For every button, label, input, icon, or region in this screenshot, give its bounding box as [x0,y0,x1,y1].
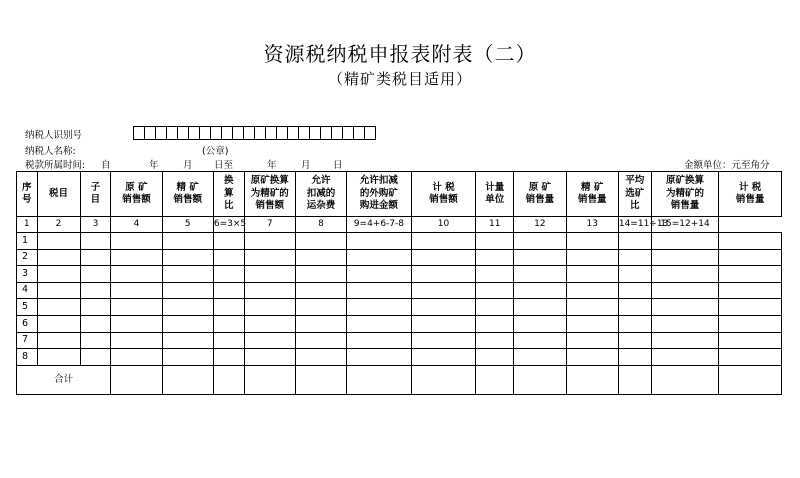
column-number-cell: 6=3×5 [213,217,244,233]
column-header: 平均 选矿 比 [618,172,651,217]
column-number-cell: 4 [111,217,162,233]
column-header: 允许扣减 的外购矿 购进金额 [347,172,412,217]
total-input-cell[interactable] [476,365,514,394]
taxpayer-id-digit-box[interactable] [167,126,178,140]
total-input-cell[interactable] [213,365,244,394]
row-number: 1 [17,233,38,250]
column-number-cell: 2 [37,217,80,233]
taxpayer-id-digit-box[interactable] [354,126,365,140]
column-header: 序 号 [17,172,38,217]
input-cell[interactable] [244,266,295,283]
input-cell[interactable] [111,332,162,349]
input-cell[interactable] [37,299,80,316]
input-cell[interactable] [162,332,213,349]
input-cell[interactable] [347,233,412,250]
column-number-cell: 12 [514,217,566,233]
column-number-cell: 1 [17,217,38,233]
total-input-cell[interactable] [411,365,476,394]
input-cell[interactable] [411,266,476,283]
input-cell[interactable] [80,349,111,366]
input-cell[interactable] [347,299,412,316]
column-header: 计 税 销售量 [719,172,782,217]
input-cell[interactable] [213,282,244,299]
table-row [17,315,782,332]
table-row [17,299,782,316]
total-input-cell[interactable] [162,365,213,394]
input-cell[interactable] [295,282,346,299]
taxpayer-id-digit-box[interactable] [310,126,321,140]
input-cell[interactable] [476,315,514,332]
input-cell[interactable] [295,349,346,366]
input-cell[interactable] [347,282,412,299]
taxpayer-id-digit-box[interactable] [343,126,354,140]
input-cell[interactable] [618,233,651,250]
column-header: 精 矿 销售量 [566,172,618,217]
input-cell[interactable] [347,249,412,266]
input-cell[interactable] [566,332,618,349]
taxpayer-id-input-boxes[interactable] [133,126,376,140]
input-cell[interactable] [514,266,566,283]
input-cell[interactable] [347,349,412,366]
column-header: 计 税 销售额 [411,172,476,217]
column-header: 允许 扣减的 运杂费 [295,172,346,217]
input-cell[interactable] [162,299,213,316]
input-cell[interactable] [566,349,618,366]
row-number: 5 [17,299,38,316]
input-cell[interactable] [111,282,162,299]
input-cell[interactable] [411,233,476,250]
input-cell[interactable] [566,233,618,250]
total-label: 合计 [17,365,111,394]
input-cell[interactable] [80,315,111,332]
input-cell[interactable] [618,282,651,299]
column-number-cell: 13 [566,217,618,233]
column-header: 原 矿 销售量 [514,172,566,217]
form-title: 资源税纳税申报表附表（二） [263,42,537,66]
input-cell[interactable] [618,315,651,332]
input-cell[interactable] [618,266,651,283]
input-cell[interactable] [566,299,618,316]
input-cell[interactable] [476,233,514,250]
input-cell[interactable] [80,282,111,299]
column-number-cell: 10 [411,217,476,233]
taxpayer-id-digit-box[interactable] [255,126,266,140]
input-cell[interactable] [618,332,651,349]
input-cell[interactable] [244,233,295,250]
input-cell[interactable] [37,249,80,266]
total-input-cell[interactable] [244,365,295,394]
taxpayer-id-digit-box[interactable] [222,126,233,140]
amount-unit-label: 金额单位：元至角分 [684,160,770,171]
taxpayer-id-digit-box[interactable] [299,126,310,140]
row-number: 4 [17,282,38,299]
input-cell[interactable] [618,349,651,366]
input-cell[interactable] [566,249,618,266]
input-cell[interactable] [411,349,476,366]
taxpayer-id-digit-box[interactable] [321,126,332,140]
input-cell[interactable] [244,282,295,299]
taxpayer-id-digit-box[interactable] [189,126,200,140]
input-cell[interactable] [719,266,782,283]
input-cell[interactable] [111,233,162,250]
taxpayer-id-label: 纳税人识别号 [25,130,83,141]
form-subtitle: （精矿类税目适用） [327,70,472,88]
input-cell[interactable] [80,299,111,316]
input-cell[interactable] [213,249,244,266]
input-cell[interactable] [651,266,719,283]
total-input-cell[interactable] [514,365,566,394]
input-cell[interactable] [111,299,162,316]
row-number: 6 [17,315,38,332]
input-cell[interactable] [213,332,244,349]
input-cell[interactable] [347,266,412,283]
input-cell[interactable] [476,332,514,349]
input-cell[interactable] [244,332,295,349]
table-row [17,266,782,283]
taxpayer-id-digit-box[interactable] [365,126,376,140]
input-cell[interactable] [651,349,719,366]
input-cell[interactable] [295,266,346,283]
column-header: 税目 [37,172,80,217]
input-cell[interactable] [295,299,346,316]
input-cell[interactable] [476,349,514,366]
input-cell[interactable] [244,315,295,332]
column-header: 换 算 比 [213,172,244,217]
input-cell[interactable] [651,282,719,299]
input-cell[interactable] [476,266,514,283]
total-input-cell[interactable] [651,365,719,394]
column-number-row [17,217,782,233]
taxpayer-id-digit-box[interactable] [156,126,167,140]
input-cell[interactable] [213,233,244,250]
input-cell[interactable] [566,315,618,332]
input-cell[interactable] [514,315,566,332]
taxpayer-id-digit-box[interactable] [211,126,222,140]
input-cell[interactable] [719,249,782,266]
total-input-cell[interactable] [719,365,782,394]
input-cell[interactable] [162,349,213,366]
column-number-cell: 11 [476,217,514,233]
row-number: 2 [17,249,38,266]
total-input-cell[interactable] [347,365,412,394]
total-input-cell[interactable] [111,365,162,394]
input-cell[interactable] [37,332,80,349]
input-cell[interactable] [651,299,719,316]
column-number-cell: 5 [162,217,213,233]
input-cell[interactable] [80,233,111,250]
input-cell[interactable] [566,282,618,299]
input-cell[interactable] [80,266,111,283]
column-header: 计量 单位 [476,172,514,217]
period-to-month-label: 月 [301,160,311,171]
input-cell[interactable] [347,332,412,349]
input-cell[interactable] [213,349,244,366]
input-cell[interactable] [719,315,782,332]
column-header: 原 矿 销售额 [111,172,162,217]
period-from-year-label: 年 [149,160,159,171]
input-cell[interactable] [566,266,618,283]
tax-period-label: 税款所属时间: [25,160,86,171]
input-cell[interactable] [719,349,782,366]
taxpayer-name-label: 纳税人名称: [25,146,76,157]
input-cell[interactable] [37,266,80,283]
input-cell[interactable] [162,249,213,266]
column-number-cell: 9=4+6-7-8 [347,217,412,233]
input-cell[interactable] [651,249,719,266]
total-input-cell[interactable] [618,365,651,394]
period-from-month-label: 月 [183,160,193,171]
taxpayer-id-digit-box[interactable] [178,126,189,140]
input-cell[interactable] [162,315,213,332]
input-cell[interactable] [514,249,566,266]
taxpayer-id-digit-box[interactable] [233,126,244,140]
input-cell[interactable] [411,282,476,299]
row-number: 3 [17,266,38,283]
row-number: 7 [17,332,38,349]
input-cell[interactable] [514,332,566,349]
input-cell[interactable] [162,266,213,283]
input-cell[interactable] [295,315,346,332]
input-cell[interactable] [618,249,651,266]
input-cell[interactable] [651,332,719,349]
column-number-cell: 15=12+14 [651,217,719,233]
taxpayer-id-digit-box[interactable] [200,126,211,140]
input-cell[interactable] [111,349,162,366]
total-input-cell[interactable] [295,365,346,394]
taxpayer-id-digit-box[interactable] [277,126,288,140]
row-number: 8 [17,349,38,366]
period-to-year-label: 年 [267,160,277,171]
input-cell[interactable] [80,332,111,349]
column-number-cell: 14=11÷13 [618,217,651,233]
taxpayer-id-digit-box[interactable] [288,126,299,140]
input-cell[interactable] [411,249,476,266]
taxpayer-id-digit-box[interactable] [266,126,277,140]
table-row [17,233,782,250]
input-cell[interactable] [514,349,566,366]
period-to-day-label: 日 [333,160,343,171]
input-cell[interactable] [213,315,244,332]
input-cell[interactable] [411,299,476,316]
input-cell[interactable] [244,349,295,366]
input-cell[interactable] [37,233,80,250]
input-cell[interactable] [37,282,80,299]
seal-label: (公章) [202,146,229,157]
input-cell[interactable] [618,299,651,316]
input-cell[interactable] [295,332,346,349]
input-cell[interactable] [719,332,782,349]
input-cell[interactable] [213,299,244,316]
column-number-cell: 3 [80,217,111,233]
input-cell[interactable] [111,315,162,332]
table-row [17,349,782,366]
input-cell[interactable] [111,249,162,266]
tax-schedule-table [16,171,782,395]
input-cell[interactable] [476,249,514,266]
column-header: 原矿换算 为精矿的 销售额 [244,172,295,217]
column-number-cell: 8 [295,217,346,233]
table-row [17,332,782,349]
taxpayer-id-digit-box[interactable] [145,126,156,140]
table-row [17,249,782,266]
input-cell[interactable] [514,282,566,299]
total-row [17,365,782,394]
input-cell[interactable] [37,349,80,366]
column-header: 原矿换算 为精矿的 销售量 [651,172,719,217]
input-cell[interactable] [719,282,782,299]
input-cell[interactable] [514,299,566,316]
input-cell[interactable] [244,299,295,316]
taxpayer-id-digit-box[interactable] [244,126,255,140]
input-cell[interactable] [213,266,244,283]
total-input-cell[interactable] [566,365,618,394]
input-cell[interactable] [244,249,295,266]
input-cell[interactable] [411,315,476,332]
input-cell[interactable] [476,299,514,316]
input-cell[interactable] [651,233,719,250]
input-cell[interactable] [514,233,566,250]
input-cell[interactable] [476,282,514,299]
input-cell[interactable] [80,249,111,266]
input-cell[interactable] [411,332,476,349]
input-cell[interactable] [37,315,80,332]
header-row [17,172,782,217]
taxpayer-id-digit-box[interactable] [332,126,343,140]
taxpayer-id-digit-box[interactable] [134,126,145,140]
input-cell[interactable] [719,233,782,250]
column-number-cell: 7 [244,217,295,233]
input-cell[interactable] [719,299,782,316]
column-header: 精 矿 销售额 [162,172,213,217]
input-cell[interactable] [162,233,213,250]
period-from-label: 自 [101,160,111,171]
input-cell[interactable] [295,233,346,250]
input-cell[interactable] [162,282,213,299]
table-row [17,282,782,299]
input-cell[interactable] [651,315,719,332]
input-cell[interactable] [295,249,346,266]
column-header: 子 目 [80,172,111,217]
input-cell[interactable] [111,266,162,283]
period-day-to-label: 日至 [214,160,234,171]
input-cell[interactable] [347,315,412,332]
